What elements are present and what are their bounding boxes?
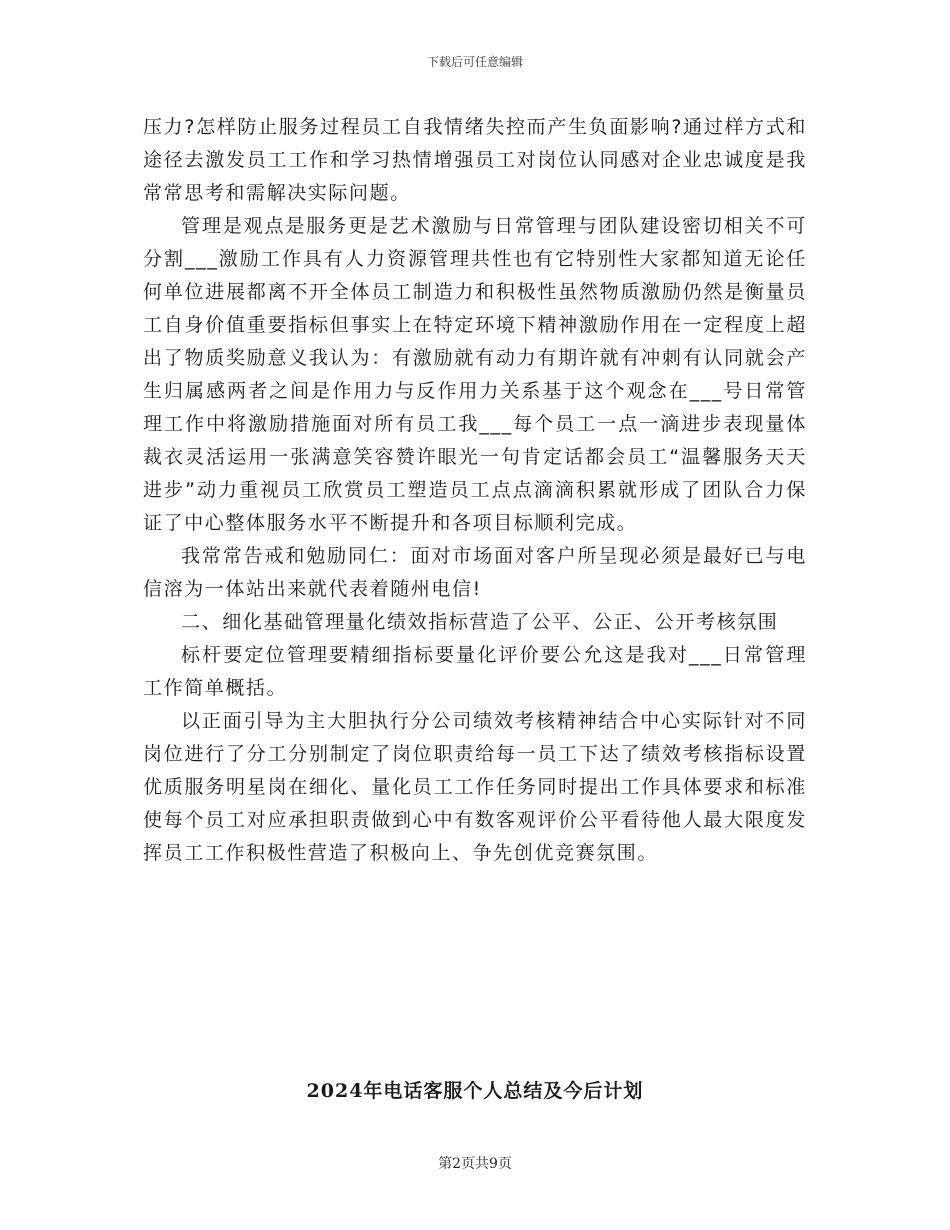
header-note: 下载后可任意编辑 [426,55,523,69]
page-number: 第2页共9页 [438,1156,512,1172]
paragraph-5: 标杆要定位管理要精细指标要量化评价要公允这是我对___日常管理工作简单概括。 [143,644,807,699]
paragraph-2: 管理是观点是服务更是艺术激励与日常管理与团队建设密切相关不可分割___激励工作具有人力资源管理共性也有它特别性大家都知道无论任何单位进展都离不开全体员工制造力和积极性虽然物质激励仍然是衡量员工自身价值重要指标但事实上在特定环境下精神激励作用在一定程度上超出了物质奖励意义我认为：有激励就有动力有期许就有冲刺有认同就会产生归属感两者之间是作用力与反作用力关系基于这个观念在___号日常管理工作中将激励措施面对所有员工我___每个员工一点一滴进步表现量体裁衣灵活运用一张满意笑容赞许眼光一句肯定话都会员工“温馨服务天天进步”动力重视员工欣赏员工塑造员工点点滴滴积累就形成了团队合力保证了中心整体服务水平不断提升和各项目标顺利完成。 [143,215,807,534]
document-body [143,111,807,870]
paragraph-3: 我常常告戒和勉励同仁：面对市场面对客户所呈现必须是最好已与电信溶为一体站出来就代表着随州电信! [143,545,807,600]
paragraph-6: 以正面引导为主大胆执行分公司绩效考核精神结合中心实际针对不同岗位进行了分工分别制定了岗位职责给每一员工下达了绩效考核指标设置优质服务明星岗在细化、量化员工工作任务同时提出工作具体要求和标准使每个员工对应承担职责做到心中有数客观评价公平看待他人最大限度发挥员工工作积极性营造了积极向上、争先创优竞赛氛围。 [143,710,807,864]
section-title: 2024年电话客服个人总结及今后计划 [306,1080,644,1102]
paragraph-1: 压力?怎样防止服务过程员工自我情绪失控而产生负面影响?通过样方式和途径去激发员工工作和学习热情增强员工对岗位认同感对企业忠诚度是我常常思考和需解决实际问题。 [143,116,807,204]
paragraph-4-heading: 二、细化基础管理量化绩效指标营造了公平、公正、公开考核氛围 [181,611,779,633]
